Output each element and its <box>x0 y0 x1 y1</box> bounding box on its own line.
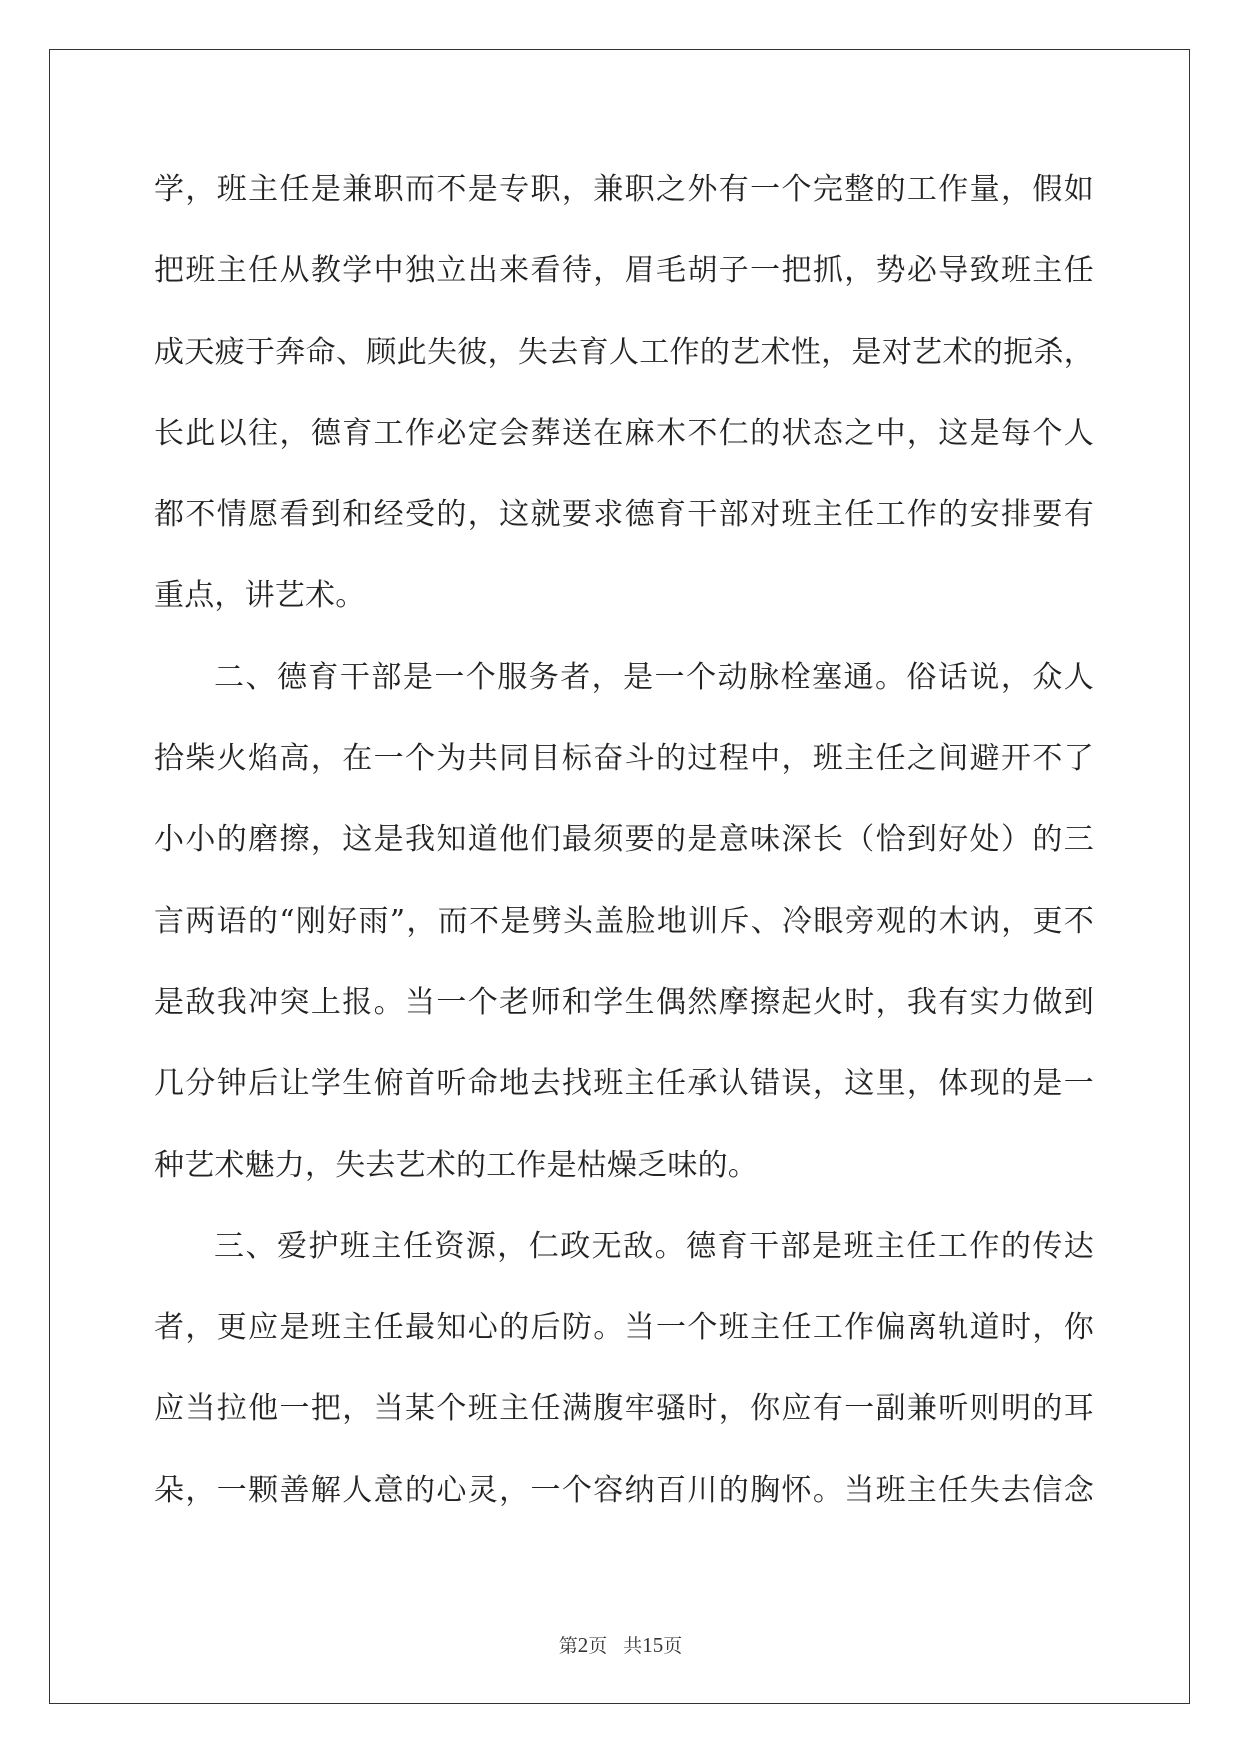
text-line: 应当拉他一把，当某个班主任满腹牢骚时，你应有一副兼听则明的耳 <box>154 1391 1094 1427</box>
page-footer <box>0 1631 1241 1658</box>
text-line: 小小的磨擦，这是我知道他们最须要的是意味深长（恰到好处）的三 <box>154 822 1094 858</box>
total-pages: 15 <box>642 1633 664 1657</box>
page-number: 2 <box>577 1633 589 1657</box>
text-line: 拾柴火焰高，在一个为共同目标奋斗的过程中，班主任之间避开不了 <box>154 741 1094 777</box>
text-line: 学，班主任是兼职而不是专职，兼职之外有一个完整的工作量，假如 <box>154 172 1094 207</box>
document-body <box>154 160 1094 1542</box>
page-prefix: 第 <box>558 1635 578 1657</box>
text-line: 都不情愿看到和经受的，这就要求德育干部对班主任工作的安排要有 <box>154 497 1094 533</box>
text-line: 者，更应是班主任最知心的后防。当一个班主任工作偏离轨道时，你 <box>154 1310 1094 1346</box>
total-suffix: 页 <box>663 1635 683 1657</box>
text-line: 言两语的“刚好雨”，而不是劈头盖脸地训斥、冷眼旁观的木讷，更不 <box>154 903 1094 939</box>
text-line: 是敌我冲突上报。当一个老师和学生偶然摩擦起火时，我有实力做到 <box>154 984 1094 1020</box>
paragraph-start-line: 三、爱护班主任资源，仁政无敌。德育干部是班主任工作的传达 <box>214 1228 1094 1264</box>
text-line: 成天疲于奔命、顾此失彼，失去育人工作的艺术性，是对艺术的扼杀， <box>154 334 1094 370</box>
text-line: 几分钟后让学生俯首听命地去找班主任承认错误，这里，体现的是一 <box>154 1066 1094 1102</box>
text-line: 把班主任从教学中独立出来看待，眉毛胡子一把抓，势必导致班主任 <box>154 253 1094 289</box>
total-prefix: 共 <box>623 1635 643 1657</box>
page-suffix: 页 <box>588 1635 608 1657</box>
text-line: 重点，讲艺术。 <box>154 578 366 614</box>
text-line: 长此以往，德育工作必定会葬送在麻木不仁的状态之中，这是每个人 <box>154 415 1094 451</box>
paragraph-start-line: 二、德育干部是一个服务者，是一个动脉栓塞通。俗话说，众人 <box>214 659 1094 695</box>
text-line: 朵，一颗善解人意的心灵，一个容纳百川的胸怀。当班主任失去信念 <box>154 1472 1094 1508</box>
text-line: 种艺术魅力，失去艺术的工作是枯燥乏味的。 <box>154 1147 758 1183</box>
